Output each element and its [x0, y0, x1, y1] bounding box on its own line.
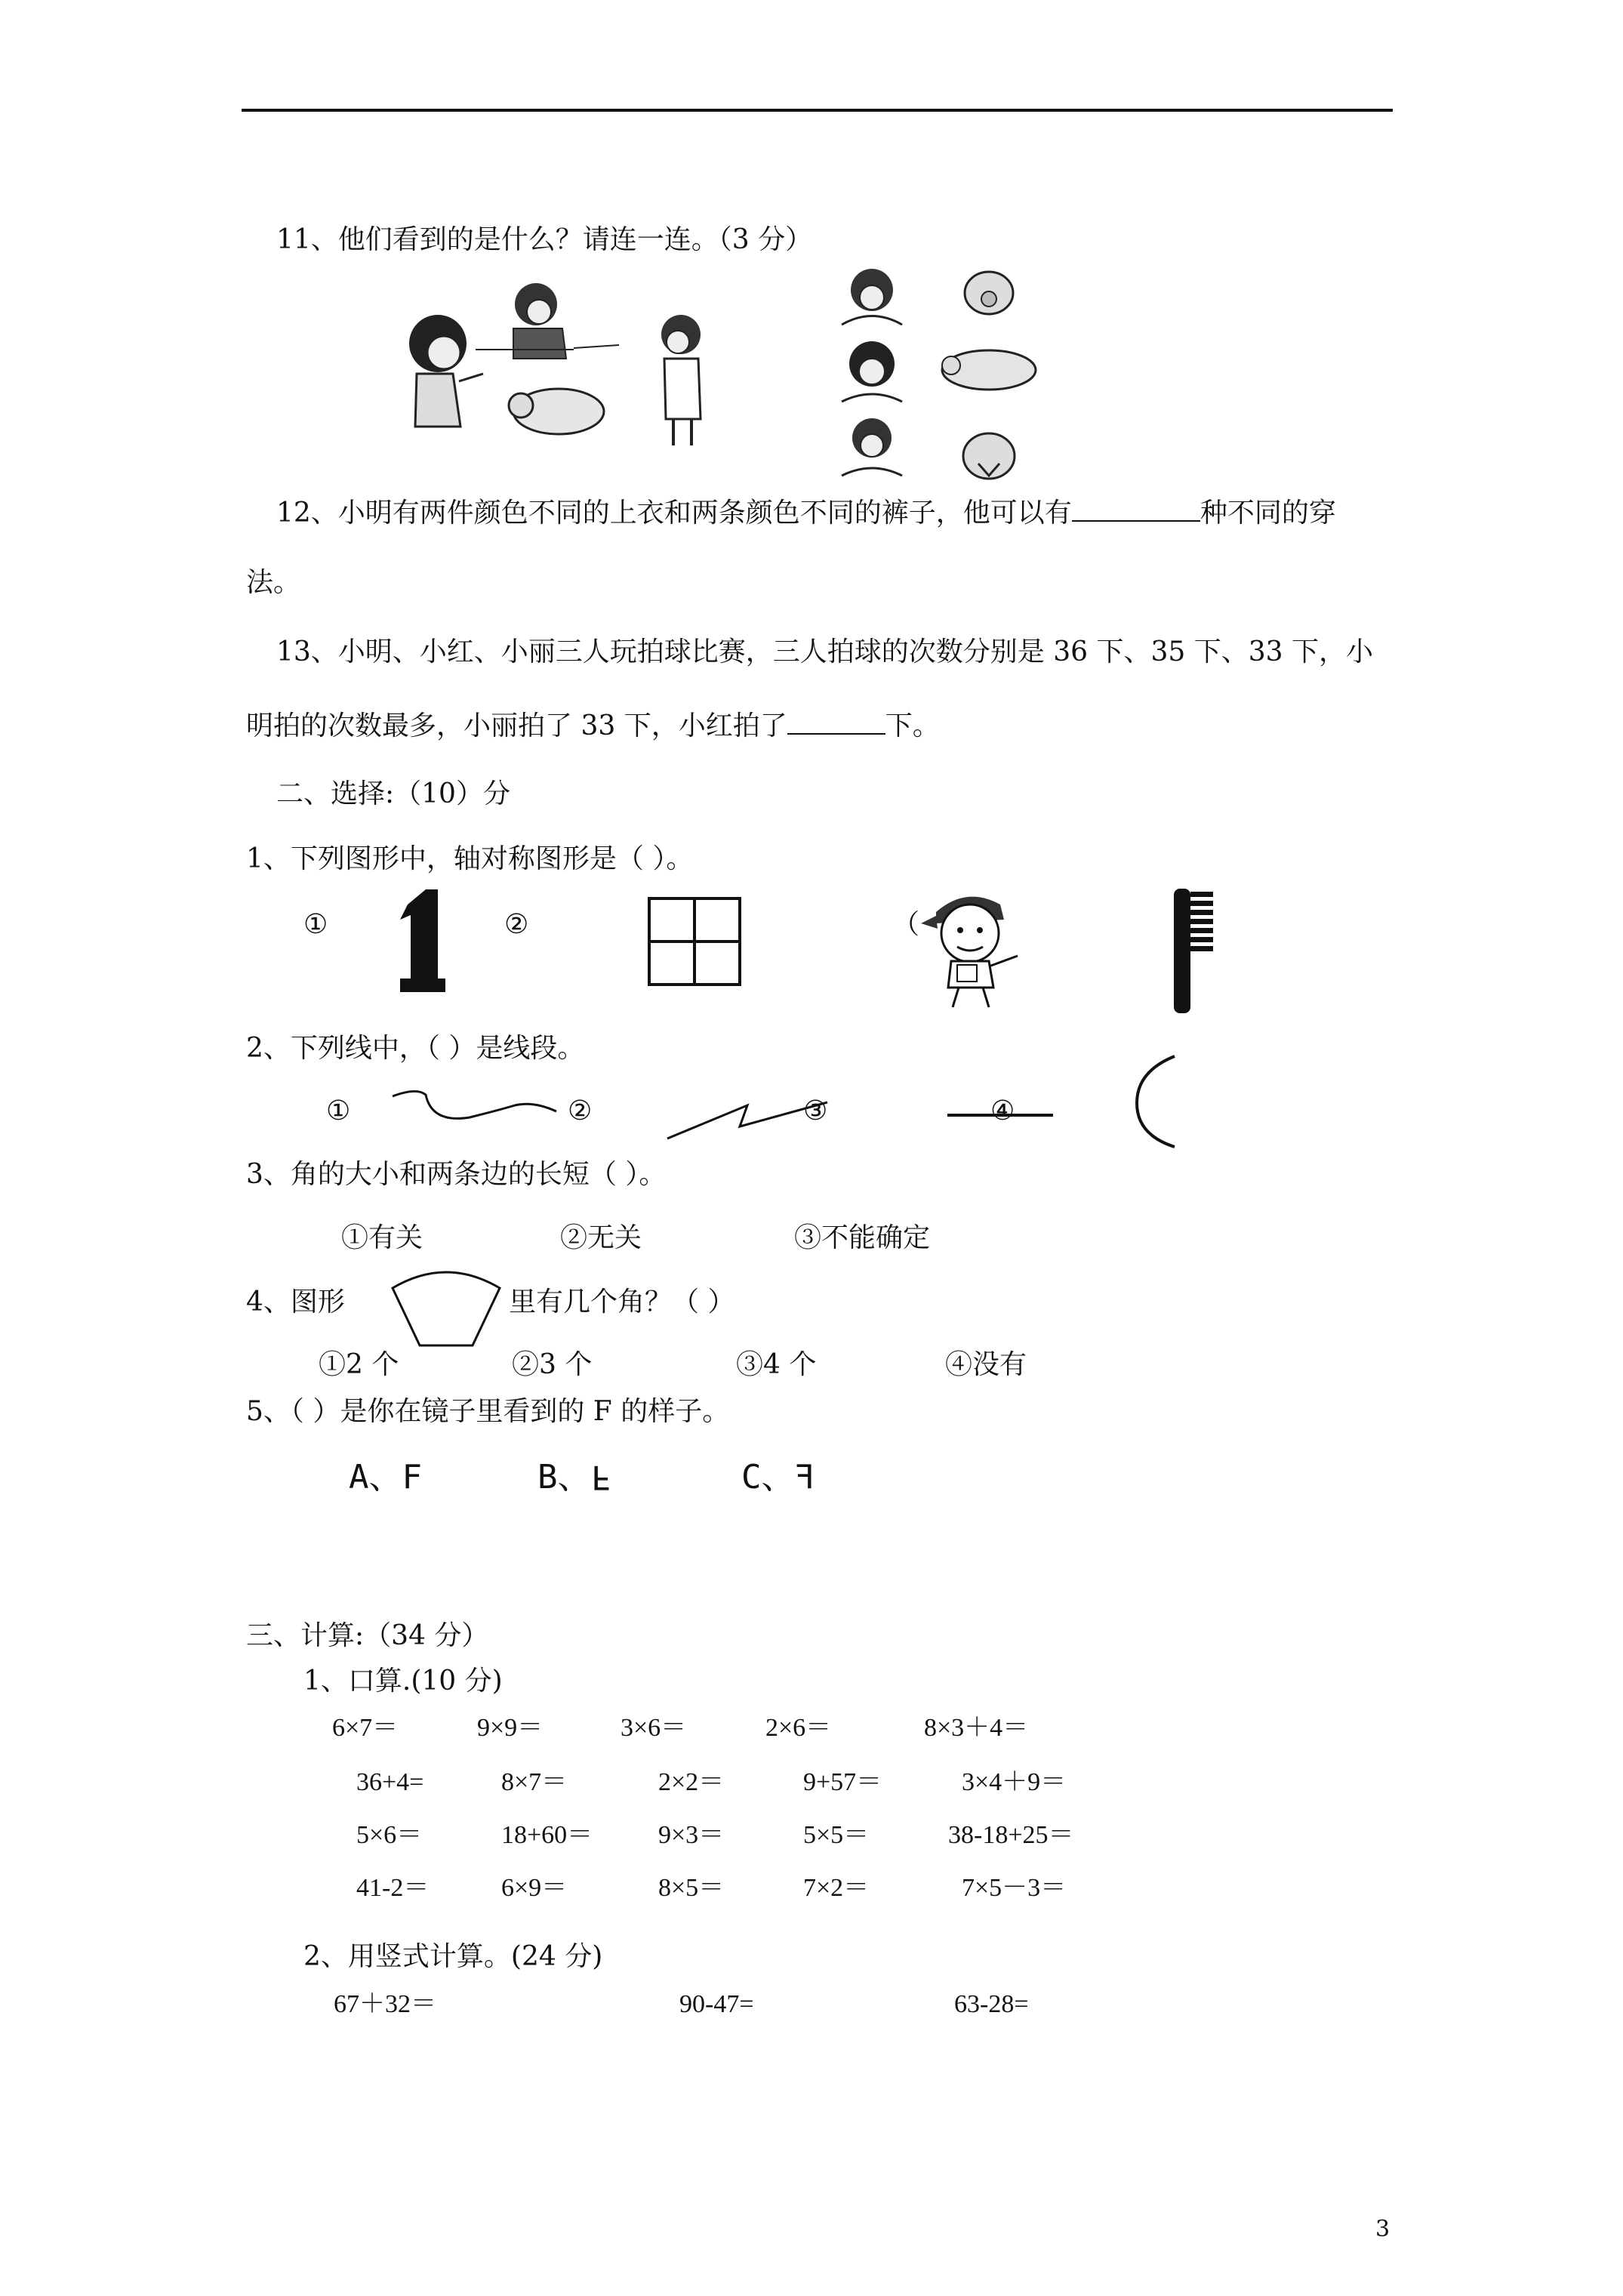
s2-q1-text: 1、下列图形中，轴对称图形是（ ）。 [246, 843, 694, 874]
s2-q5-opt-a: A、F [349, 1458, 422, 1496]
s2-q1-opt3-num: （ [892, 909, 920, 940]
s2-q4-opt1: ①2 个 [319, 1349, 399, 1380]
s2-q4-text-before: 4、图形 [246, 1287, 345, 1318]
oral-r0-c1: 9×9＝ [477, 1714, 544, 1742]
q11-text: 11、他们看到的是什么？请连一连。（3 分） [276, 224, 813, 255]
q12-text-after: 种不同的穿 [1200, 498, 1336, 529]
s2-q2-text: 2、下列线中，（ ）是线段。 [246, 1033, 585, 1064]
s2-q3-opt1: ①有关 [341, 1222, 423, 1253]
comb-figure [1166, 887, 1219, 1015]
oral-r0-c2: 3×6＝ [621, 1714, 687, 1742]
section3-title: 三、计算:（34 分） [246, 1620, 489, 1651]
digit-one-figure [393, 888, 445, 994]
vertical-item-3: 63-28= [954, 1990, 1029, 2018]
s2-q4-opt2: ②3 个 [512, 1349, 593, 1380]
q13-text-after: 下。 [885, 710, 940, 741]
q13-text-before: 明拍的次数最多，小丽拍了 33 下，小红拍了 [246, 710, 787, 741]
q11-pig-views-column [936, 266, 1042, 485]
q12-line1 [276, 495, 1336, 530]
s2-q4-opt3: ③4 个 [736, 1349, 817, 1380]
s2-q5-text: 5、（ ）是你在镜子里看到的 F 的样子。 [246, 1396, 730, 1427]
oral-calc-title: 1、口算.(10 分) [303, 1666, 503, 1697]
q12-line2: 法。 [246, 567, 301, 598]
oral-r3-c0: 41-2＝ [356, 1874, 430, 1902]
s2-q2-opt4-num: ④ [990, 1096, 1015, 1126]
s2-q5-opt-c-label: C、 [741, 1458, 795, 1496]
oral-r2-c1: 18+60＝ [501, 1821, 593, 1849]
s2-q4-text-after: 里有几个角？（ ） [509, 1287, 735, 1318]
mirrored-f-glyph: F [794, 1458, 815, 1496]
oral-r2-c2: 9×3＝ [658, 1821, 725, 1849]
q13-answer-blank[interactable] [787, 707, 885, 735]
oral-r2-c0: 5×6＝ [356, 1821, 423, 1849]
s2-q3-opt2: ②无关 [560, 1222, 642, 1253]
vertical-calc-title: 2、用竖式计算。(24 分) [303, 1941, 603, 1972]
oral-r1-c4: 3×4＋9＝ [962, 1768, 1067, 1796]
arc-line-figure [1132, 1053, 1185, 1151]
oral-r2-c4: 38-18+25＝ [948, 1821, 1074, 1849]
s2-q2-opt2-num: ② [568, 1096, 593, 1126]
oral-r1-c1: 8×7＝ [501, 1768, 568, 1796]
oral-r3-c1: 6×9＝ [501, 1874, 568, 1902]
q13-line1: 13、小明、小红、小丽三人玩拍球比赛，三人拍球的次数分别是 36 下、35 下、33 下，小 [276, 636, 1374, 667]
oral-r1-c0: 36+4= [356, 1768, 424, 1796]
page-number: 3 [1375, 2216, 1390, 2242]
s2-q3-opt3: ③不能确定 [794, 1222, 931, 1253]
oral-r3-c3: 7×2＝ [803, 1874, 870, 1902]
q12-answer-blank[interactable] [1072, 495, 1200, 522]
oral-r3-c2: 8×5＝ [658, 1874, 725, 1902]
oral-r0-c4: 8×3＋4＝ [924, 1714, 1029, 1742]
oral-r1-c3: 9+57＝ [803, 1768, 882, 1796]
section2-title: 二、选择:（10）分 [276, 778, 510, 809]
q11-faces-column [830, 266, 913, 477]
s2-q2-opt3-num: ③ [803, 1096, 828, 1126]
q13-line2 [246, 707, 940, 743]
vertical-item-2: 90-47= [679, 1990, 754, 2018]
oral-r3-c4: 7×5－3＝ [962, 1874, 1067, 1902]
fan-shape-figure [390, 1267, 503, 1348]
curve-line-figure [387, 1087, 560, 1133]
s2-q5-opt-c [741, 1450, 815, 1498]
oral-r0-c3: 2×6＝ [765, 1714, 832, 1742]
cartoon-kid-figure [913, 882, 1034, 1010]
s2-q1-opt1-num: ① [303, 909, 328, 940]
q11-scene-illustration [400, 268, 717, 449]
s2-q1-opt2-num: ② [504, 909, 529, 940]
oral-r2-c3: 5×5＝ [803, 1821, 870, 1849]
s2-q5-opt-b [537, 1450, 611, 1498]
s2-q2-opt1-num: ① [326, 1096, 351, 1126]
s2-q4-opt4: ④没有 [945, 1349, 1027, 1380]
header-rule [242, 109, 1393, 112]
s2-q5-opt-b-label: B、 [537, 1458, 591, 1496]
oral-r1-c2: 2×2＝ [658, 1768, 725, 1796]
oral-r0-c0: 6×7＝ [332, 1714, 399, 1742]
s2-q3-text: 3、角的大小和两条边的长短（ ）。 [246, 1159, 667, 1190]
vertical-item-1: 67＋32＝ [334, 1990, 436, 2018]
square-grid-figure [648, 897, 741, 986]
upside-down-f-glyph: F [590, 1458, 611, 1496]
q12-text-before: 12、小明有两件颜色不同的上衣和两条颜色不同的裤子，他可以有 [276, 498, 1072, 529]
